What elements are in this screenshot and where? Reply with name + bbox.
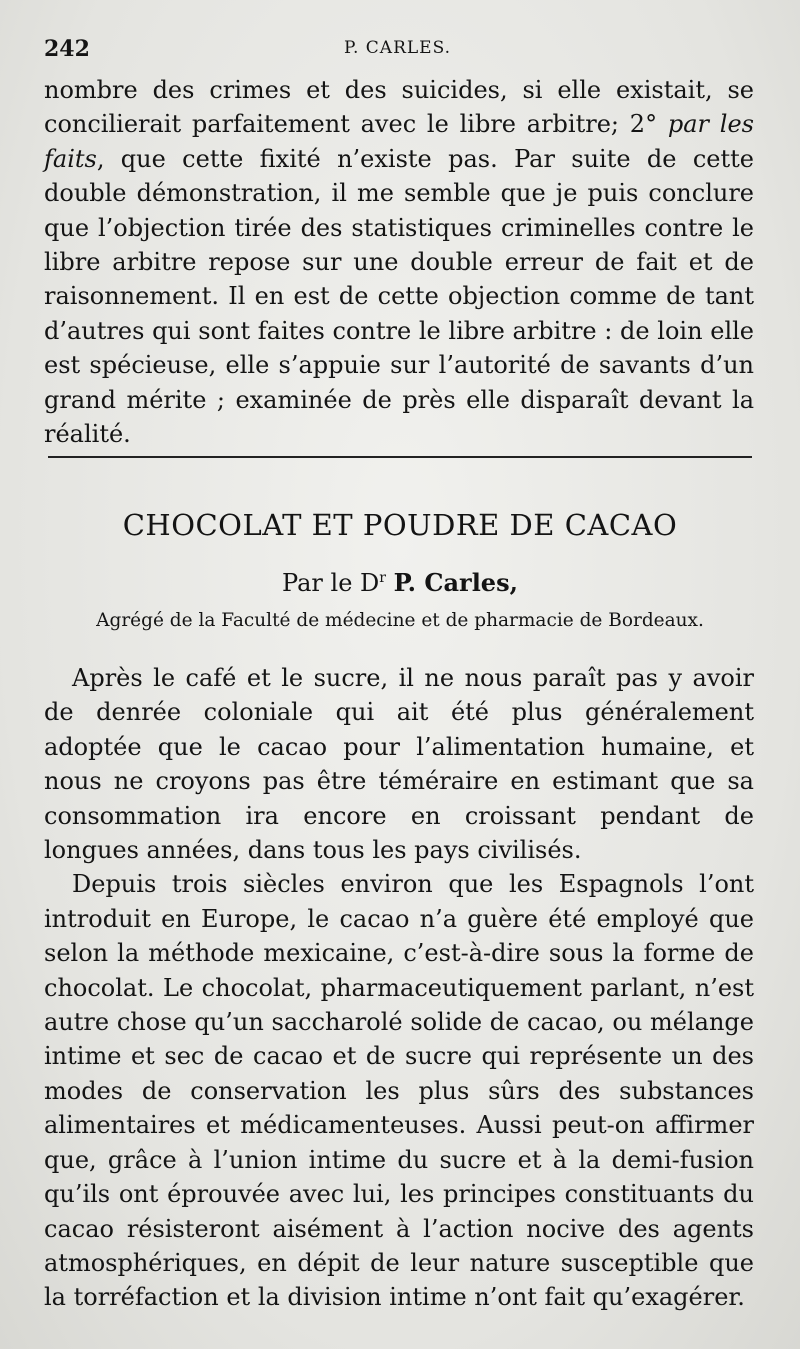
author-affiliation: Agrégé de la Faculté de médecine et de pharmacie de Bordeaux.: [96, 610, 704, 631]
paragraph: [44, 73, 754, 451]
previous-article-text: [44, 73, 754, 451]
article-byline: [0, 568, 800, 597]
page-header: [44, 30, 750, 64]
author-name: P. Carles,: [393, 568, 518, 597]
page-number: 242: [44, 36, 90, 62]
paragraph: Depuis trois siècles environ que les Espagnols l’ont introduit en Europe, le cacao n’a guère été employé que selon la méthode mexicaine, c’est-à-dire sous la forme de chocolat. Le chocolat, pharmaceutiquement parlant, n’est autre chose qu’un saccharolé solide de cacao, ou mélange intime et sec de cacao et de sucre qui représente un des modes de conservation les plus sûrs des substances alimentaires et médicamenteuses. Aussi peut-on affirmer que, grâce à l’union intime du sucre et à la demi-fusion qu’ils ont éprouvée avec lui, les principes constituants du cacao résisteront aisément à l’action nocive des agents atmosphériques, en dépit de leur nature susceptible que la torréfaction et la division intime n’ont fait qu’exagérer.: [44, 870, 754, 1312]
byline-superscript: r: [379, 570, 386, 586]
section-divider: [48, 456, 752, 458]
paragraph: Après le café et le sucre, il ne nous paraît pas y avoir de denrée coloniale qui ait été plus généralement adoptée que le cacao pour l’alimentation humaine, et nous ne croyons pas être téméraire en estimant que sa consommation ira encore en croissant pendant de longues années, dans tous les pays civilisés.: [44, 664, 754, 865]
byline-prefix: Par le D: [282, 569, 380, 597]
article-title: CHOCOLAT ET POUDRE DE CACAO: [122, 508, 678, 542]
running-head: P. CARLES.: [344, 38, 452, 58]
article-body: [44, 661, 754, 1315]
italic-phrase: par les faits: [44, 110, 754, 173]
paragraph-text: , que cette fixité n’existe pas. Par suite de cette double démonstration, il me semble que je puis conclure que l’objection tirée des statistiques criminelles contre le libre arbitre repose sur une double erreur de fait et de raisonnement. Il en est de cette objection comme de tant d’autres qui sont faites contre le libre arbitre : de loin elle est spécieuse, elle s’appuie sur l’autorité de savants d’un grand mérite ; examinée de près elle disparaît devant la réalité.: [44, 144, 754, 449]
paragraph-text: nombre des crimes et des suicides, si elle existait, se concilierait parfaitement avec le libre arbitre; 2°: [44, 76, 754, 139]
